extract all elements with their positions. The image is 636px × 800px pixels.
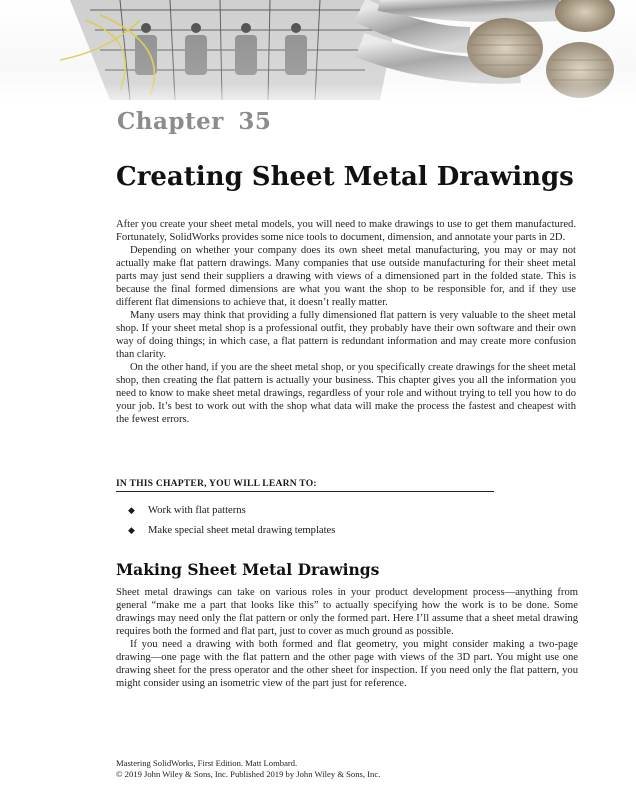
section-text bbox=[116, 586, 578, 690]
copyright-footer bbox=[116, 758, 380, 780]
chapter-banner-image bbox=[0, 0, 636, 110]
intro-paragraph: On the other hand, if you are the sheet metal shop, or you specifically create drawings for the sheet metal shop, then creating the flat pattern is actually your business. This chapter gives you all the information you need to know to make sheet metal drawings, regardless of your role and without trying to tell you how to do your job. It’s best to work out with the shop what data will make the process the fastest and cheapest with the fewest errors. bbox=[116, 362, 576, 425]
list-item bbox=[128, 500, 335, 520]
section-paragraph: Sheet metal drawings can take on various roles in your product development process—anything from general “make me a part that looks like this” to actually specifying how the work is to be done. Some drawings may need only the flat pattern or only the formed part. Here I’ll assume that a sheet metal drawing requires both the formed and flat part, just to cover as much ground as possible. bbox=[116, 587, 578, 637]
diamond-bullet-icon: ◆ bbox=[128, 524, 135, 535]
list-item bbox=[128, 520, 335, 540]
intro-paragraph: Depending on whether your company does its own sheet metal manufacturing, you may or may not actually make flat pattern drawings. Many companies that use outside manufacturing for their sheet metal parts may just send their suppliers a drawing with views of a dimensioned part in the folded state. This is because the final formed dimensions are what you want the shop to be responsible for, and if they use different flat dimensions to achieve that, it doesn’t really matter. bbox=[116, 245, 576, 308]
section-paragraph: If you need a drawing with both formed and flat geometry, you might consider making a two-page drawing—one page with the flat pattern and the other page with views of the 3D part. You might use one drawing sheet for the press operator and the other sheet for inspection. If you need only the flat pattern, you might consider using an isometric view of the part just for reference. bbox=[116, 639, 578, 689]
footer-line: Mastering SolidWorks, First Edition. Matt Lombard. bbox=[116, 758, 298, 768]
footer-line: © 2019 John Wiley & Sons, Inc. Published 2019 by John Wiley & Sons, Inc. bbox=[116, 769, 381, 779]
engine-illustration bbox=[0, 0, 636, 112]
list-item-text: Make special sheet metal drawing templates bbox=[148, 524, 336, 536]
chapter-number: Chapter 35 bbox=[117, 108, 272, 135]
intro-paragraph: After you create your sheet metal models, you will need to make drawings to use to get them manufactured. Fortunately, SolidWorks provides some nice tools to document, dimension, and annotate your parts in 2D. bbox=[116, 219, 576, 243]
list-item-text: Work with flat patterns bbox=[148, 504, 246, 516]
section-heading: Making Sheet Metal Drawings bbox=[116, 560, 380, 579]
chapter-title: Creating Sheet Metal Drawings bbox=[116, 162, 574, 192]
intro-text bbox=[116, 218, 576, 426]
learn-list bbox=[128, 500, 335, 540]
intro-paragraph: Many users may think that providing a fully dimensioned flat pattern is very valuable to the sheet metal shop. If your sheet metal shop is a professional outfit, they probably have their own software and their own way of doing things; in which case, a flat pattern is redundant information and may create more confusion than clarity. bbox=[116, 310, 576, 360]
diamond-bullet-icon: ◆ bbox=[128, 504, 135, 515]
learn-heading: IN THIS CHAPTER, YOU WILL LEARN TO: bbox=[116, 478, 494, 492]
